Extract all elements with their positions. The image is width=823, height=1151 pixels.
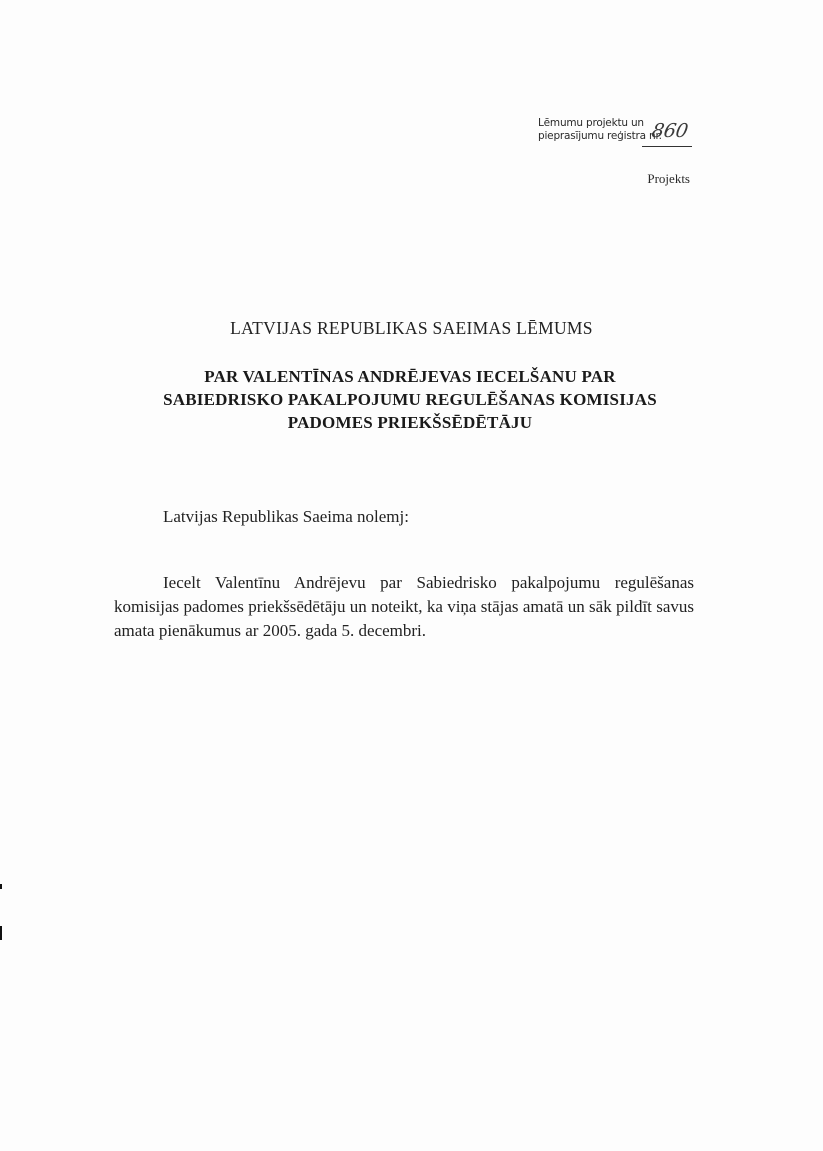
stamp-underline xyxy=(642,146,692,147)
project-label: Projekts xyxy=(647,171,690,186)
title-line-2: SABIEDRISKO PAKALPOJUMU REGULĒŠANAS KOMISIJAS xyxy=(163,390,657,409)
document-title xyxy=(90,365,730,434)
scan-edge-mark xyxy=(0,926,2,940)
title-line-3: PADOMES PRIEKŠSĒDĒTĀJU xyxy=(287,413,533,432)
scan-edge-mark xyxy=(0,884,2,889)
stamp-line-2: pieprasījumu reģistra nr. xyxy=(538,130,662,142)
title-line-1: PAR VALENTĪNAS ANDRĒJEVAS IECELŠANU PAR xyxy=(204,367,616,386)
decision-paragraph: Iecelt Valentīnu Andrējevu par Sabiedrisko pakalpojumu regulēšanas komisijas padomes priekšsēdētāju un noteikt, ka viņa stājas amatā un sāk pildīt savus amata pienākumus ar 2005. gada 5. decembri. xyxy=(114,573,694,640)
document-heading: LATVIJAS REPUBLIKAS SAEIMAS LĒMUMS xyxy=(230,318,593,338)
stamp-line-1: Lēmumu projektu un xyxy=(538,117,644,129)
intro-paragraph: Latvijas Republikas Saeima nolemj: xyxy=(163,507,409,526)
registry-number: 860 xyxy=(650,120,690,142)
registry-stamp xyxy=(538,117,708,143)
